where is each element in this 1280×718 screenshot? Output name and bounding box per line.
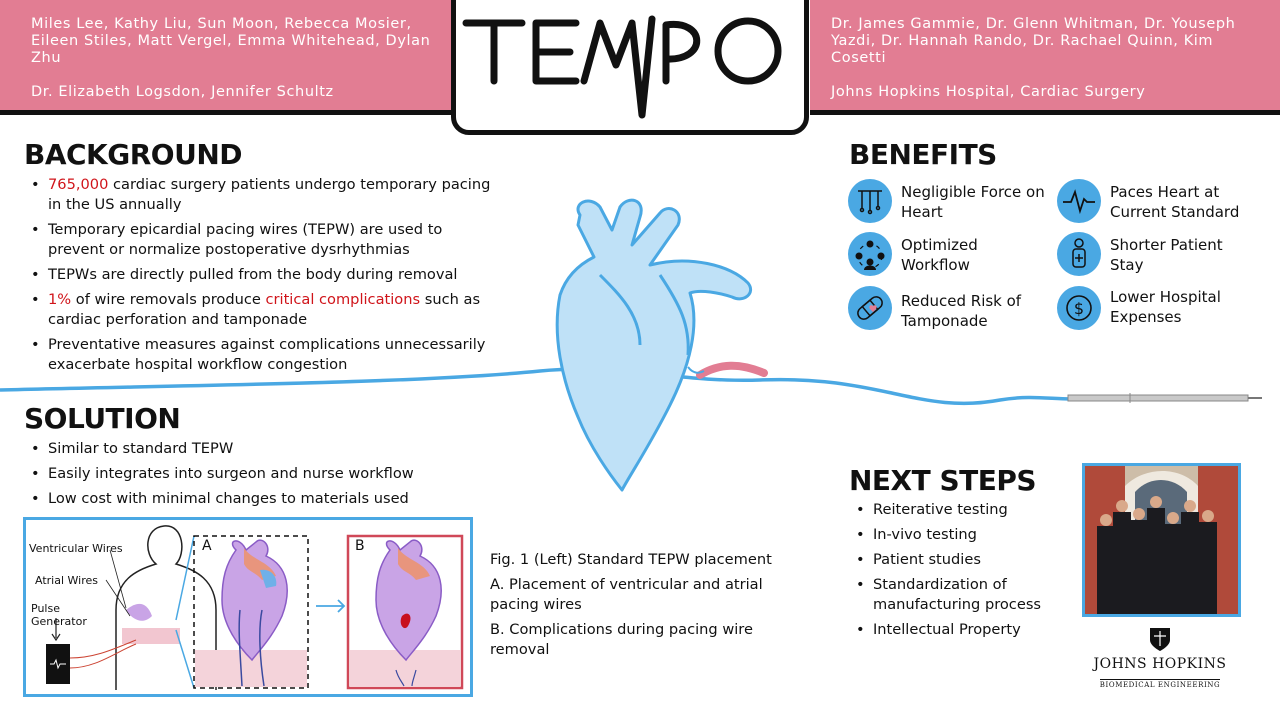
bandage-icon bbox=[848, 286, 892, 330]
benefit-expenses: Lower Hospital Expenses bbox=[1110, 288, 1221, 326]
highlight-number: 765,000 bbox=[48, 176, 109, 193]
label-ventricular-wires: Ventricular Wires bbox=[29, 542, 123, 555]
benefit-force: Negligible Force on Heart bbox=[901, 183, 1045, 221]
tempo-logo bbox=[451, 0, 809, 135]
next-steps-list bbox=[849, 500, 1069, 645]
dollar-icon bbox=[1057, 286, 1101, 330]
affiliation: Johns Hopkins Hospital, Cardiac Surgery bbox=[831, 84, 1146, 100]
patient-icon bbox=[1057, 232, 1101, 276]
header-right-band bbox=[810, 0, 1280, 115]
benefits-heading: BENEFITS bbox=[849, 138, 997, 171]
list-item: • Standardization of manufacturing process bbox=[849, 575, 1069, 615]
next-steps-heading: NEXT STEPS bbox=[849, 464, 1037, 497]
benefit-stay: Shorter Patient Stay bbox=[1110, 236, 1223, 274]
header-left-band bbox=[0, 0, 452, 115]
label-pulse-generator: Pulse Generator bbox=[31, 602, 87, 628]
highlight-percent: 1% bbox=[48, 291, 72, 308]
benefit-pacing: Paces Heart at Current Standard bbox=[1110, 183, 1240, 221]
forces-icon bbox=[848, 179, 892, 223]
benefit-workflow: Optimized Workflow bbox=[901, 236, 978, 274]
panel-b-label: B bbox=[355, 538, 365, 554]
solution-list bbox=[24, 439, 464, 514]
solution-heading: SOLUTION bbox=[24, 402, 181, 435]
jhu-logo bbox=[1090, 626, 1230, 691]
list-item: • Similar to standard TEPW bbox=[24, 439, 464, 459]
list-item-text: cardiac surgery patients undergo temporary pacing in the US annually bbox=[48, 176, 491, 213]
figure-tepw-placement bbox=[23, 517, 473, 697]
list-item-text: Temporary epicardial pacing wires (TEPW) are used to prevent or normalize postoperative dysrhythmias bbox=[48, 221, 443, 258]
jhu-shield-icon bbox=[1148, 626, 1172, 652]
tempo-logo-mark bbox=[456, 0, 804, 130]
benefit-tamponade: Reduced Risk of Tamponade bbox=[901, 292, 1022, 330]
list-item-text: TEPWs are directly pulled from the body during removal bbox=[48, 266, 458, 283]
list-item: • Intellectual Property bbox=[849, 620, 1069, 640]
list-item-text: Preventative measures against complications unnecessarily exacerbate hospital workflow congestion bbox=[48, 336, 486, 373]
figure-caption-a: A. Placement of ventricular and atrial pacing wires bbox=[490, 576, 763, 613]
background-heading: BACKGROUND bbox=[24, 138, 243, 171]
label-atrial-wires: Atrial Wires bbox=[35, 574, 98, 587]
list-item-text: of wire removals produce bbox=[71, 291, 266, 308]
student-authors: Miles Lee, Kathy Liu, Sun Moon, Rebecca Mosier, Eileen Stiles, Matt Vergel, Emma Whitehead, Dylan Zhu bbox=[31, 16, 431, 66]
team-icon bbox=[848, 232, 892, 276]
list-item: • In-vivo testing bbox=[849, 525, 1069, 545]
clinical-collaborators: Dr. James Gammie, Dr. Glenn Whitman, Dr. Youseph Yazdi, Dr. Hannah Rando, Dr. Rachael Quinn, Kim Cosetti bbox=[831, 16, 1236, 66]
figure-caption-b: B. Complications during pacing wire removal bbox=[490, 621, 753, 658]
jhu-name: JOHNS HOPKINS bbox=[1093, 656, 1227, 672]
list-item-text: such as cardiac perforation and tamponade bbox=[48, 291, 481, 328]
advisors: Dr. Elizabeth Logsdon, Jennifer Schultz bbox=[31, 84, 334, 100]
heartbeat-icon bbox=[1057, 179, 1101, 223]
svg-text:$: $ bbox=[1073, 299, 1085, 318]
panel-a-label: A bbox=[202, 538, 212, 554]
list-item: • Reiterative testing bbox=[849, 500, 1069, 520]
figure-caption: Fig. 1 (Left) Standard TEPW placement bbox=[490, 551, 772, 568]
list-item: • Patient studies bbox=[849, 550, 1069, 570]
highlight-phrase: critical complications bbox=[265, 291, 421, 308]
list-item: • Easily integrates into surgeon and nurse workflow bbox=[24, 464, 464, 484]
list-item: • Low cost with minimal changes to materials used bbox=[24, 489, 464, 509]
team-photo bbox=[1082, 463, 1241, 617]
jhu-dept: BIOMEDICAL ENGINEERING bbox=[1099, 681, 1221, 689]
